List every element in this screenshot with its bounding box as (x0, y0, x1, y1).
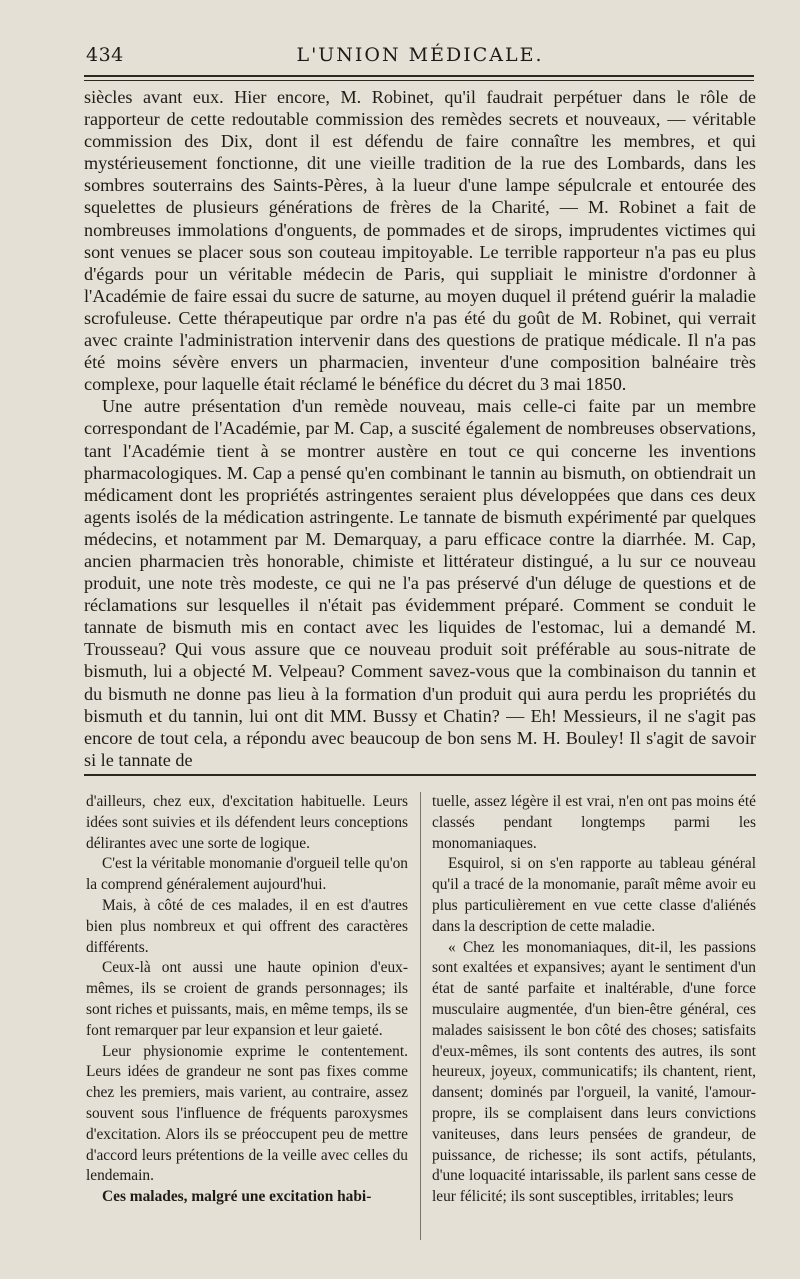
column-paragraph: « Chez les monomaniaques, dit-il, les passions sont exaltées et expansives; ayant le sentiment d'un état de santé parfaite et inaltérable, d'une force musculaire augmentée, d'un bien-être général, ces malades saisissent le bon côté des choses; satisfaits d'eux-mêmes, ils sont contents des autres, ils sont heureux, joyeux, communicatifs; ils chantent, rient, dansent; dominés par l'orgueil, la vanité, l'amour-propre, ils se complaisent dans leurs convictions vaniteuses, dans leurs pensées de grandeur, de puissance, de richesse; ils sont actifs, pétulants, d'une loquacité intarissable, ils parlent sans cesse de leur félicité; ils sont susceptibles, irritables; leurs (432, 938, 756, 1206)
column-divider (420, 792, 421, 1240)
column-paragraph: C'est la véritable monomanie d'orgueil telle qu'on la comprend généralement aujourd'hui. (86, 855, 408, 894)
journal-title: L'UNION MÉDICALE. (296, 44, 544, 66)
column-paragraph: Esquirol, si on s'en rapporte au tableau général qu'il a tracé de la monomanie, paraît même avoir eu plus particulièrement en vue cette classe d'aliénés dans la description de cette maladie. (432, 855, 756, 935)
column-paragraph: d'ailleurs, chez eux, d'excitation habituelle. Leurs idées sont suivies et ils défendent leurs conceptions délirantes avec une sorte de logique. (86, 793, 408, 852)
header-rule-thin (84, 80, 754, 81)
header-rule (84, 75, 754, 77)
column-paragraph: Ces malades, malgré une excitation habi- (102, 1188, 372, 1206)
section-rule (84, 774, 756, 776)
page-number: 434 (86, 44, 124, 66)
main-article (84, 86, 756, 771)
column-paragraph: tuelle, assez légère il est vrai, n'en ont pas moins été classés pendant longtemps parmi les monomaniaques. (432, 793, 756, 852)
feuilleton-left-column (86, 792, 408, 1208)
column-paragraph: Mais, à côté de ces malades, il en est d'autres bien plus nombreux et qui offrent des caractères différents. (86, 896, 408, 956)
main-paragraph: siècles avant eux. Hier encore, M. Robinet, qu'il faudrait perpétuer dans le rôle de rapporteur de cette redoutable commission des remèdes secrets et nouveaux, — véritable commission des Dix, dont il est défendu de faire connaître les membres, et qui mystérieusement fonctionne, dit une vieille tradition de la rue des Lombards, dans les sombres souterrains des Saints-Pères, à la lueur d'une lampe sépulcrale et entourée des squelettes de plusieurs générations de frères de la Charité, — M. Robinet a fait de nombreuses immolations d'onguents, de pommades et de sirops, imprudentes victimes qui sont venues se placer sous son couteau impitoyable. Le terrible rapporteur n'a pas eu plus d'égards pour un véritable médecin de Paris, qui suppliait le ministre d'ordonner à l'Académie de faire essai du sucre de saturne, au moyen duquel il prétend guérir la maladie scrofuleuse. Cette thérapeutique par ordre n'a pas été du goût de M. Robinet, qui verrait avec crainte l'administration intervenir dans des questions de pratique médicale. Il n'a pas été moins sévère envers un pharmacien, inventeur d'une composition balnéaire très complexe, pour laquelle était réclamé le bénéfice du décret du 3 mai 1850. (84, 87, 756, 395)
column-paragraph: Ceux-là ont aussi une haute opinion d'eux-mêmes, ils se croient de grands personnages; ils sont riches et puissants, mais, en même temps, ils se font remarquer par leur expansion et leur gaieté. (86, 959, 408, 1039)
feuilleton-right-column (432, 792, 756, 1208)
main-paragraph: Une autre présentation d'un remède nouveau, mais celle-ci faite par un membre correspondant de l'Académie, par M. Cap, a suscité également de nombreuses observations, tant l'Académie tient à se montrer austère en tout ce qui concerne les inventions pharmacologiques. M. Cap a pensé qu'en combinant le tannin au bismuth, on obtiendrait un médicament dont les propriétés astringentes seraient plus développées que dans ces deux agents isolés de la médication astringente. Le tannate de bismuth expérimenté par quelques médecins, et notamment par M. Demarquay, a paru efficace contre la diarrhée. M. Cap, ancien pharmacien très honorable, chimiste et littérateur distingué, a lu sur ce nouveau produit, une note très modeste, ce qui ne l'a pas préservé d'un déluge de questions et de réclamations sur lesquelles il n'était pas évidemment préparé. Comment se conduit le tannate de bismuth mis en contact avec les liquides de l'estomac, lui a demandé M. Trousseau? Qui vous assure que ce nouveau produit soit préférable au sous-nitrate de bismuth, lui a objecté M. Velpeau? Comment savez-vous que la combinaison du tannin et du bismuth ne donne pas lieu à la formation d'un produit qui aura perdu les propriétés du bismuth et du tannin, lui ont dit MM. Bussy et Chatin? — Eh! Messieurs, il ne s'agit pas encore de tout cela, a répondu avec beaucoup de bon sens M. H. Bouley! Il s'agit de savoir si le tannate de (84, 396, 756, 770)
column-paragraph: Leur physionomie exprime le contentement. Leurs idées de grandeur ne sont pas fixes comme chez les premiers, mais varient, au contraire, assez souvent sous l'influence de fréquents paroxysmes d'excitation. Alors ils se préoccupent peu de mettre d'accord leurs prétentions de la veille avec celles du lendemain. (86, 1042, 408, 1185)
page-header (86, 42, 754, 70)
